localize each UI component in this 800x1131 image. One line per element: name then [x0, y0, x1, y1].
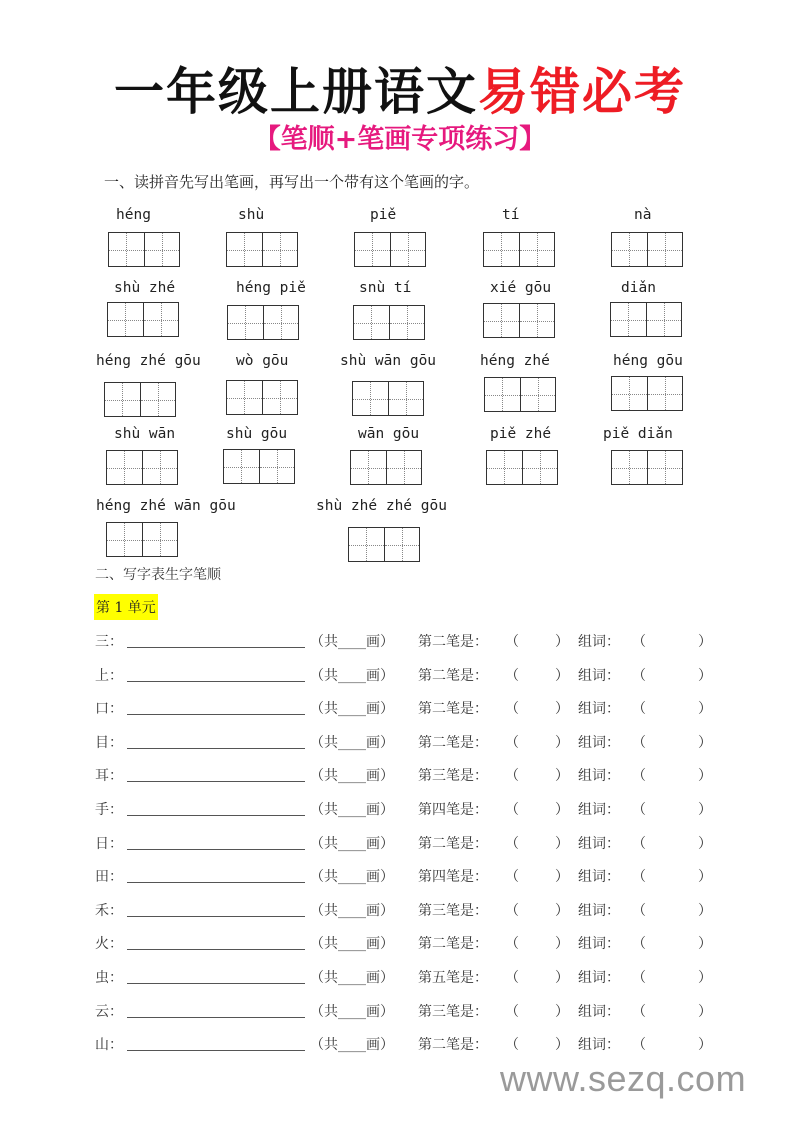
nth-stroke-paren-open[interactable]: （	[505, 869, 519, 886]
stroke-order-answer-line[interactable]	[127, 681, 305, 682]
writing-square[interactable]	[224, 450, 259, 483]
word-paren-open[interactable]: （	[632, 970, 646, 986]
word-label: 组词：	[578, 902, 620, 919]
stroke-order-answer-line[interactable]	[127, 1017, 305, 1018]
character-label: 三：	[95, 634, 123, 650]
stroke-pinyin: shù zhé zhé gōu	[316, 498, 447, 514]
writing-square[interactable]	[520, 378, 556, 411]
nth-stroke-paren-open[interactable]: （	[505, 1003, 519, 1020]
nth-stroke-paren-close: ）	[555, 936, 569, 953]
stroke-count-blank[interactable]: （共____画）	[310, 970, 394, 986]
word-paren-close: ）	[698, 667, 712, 684]
tianzige-writing-box[interactable]	[226, 232, 298, 267]
nth-stroke-paren-open[interactable]: （	[505, 936, 519, 953]
word-label: 组词：	[578, 634, 620, 650]
stroke-pinyin: shù wān gōu	[340, 353, 437, 369]
writing-square[interactable]	[522, 451, 558, 484]
word-paren-close: ）	[698, 1037, 712, 1054]
stroke-count-blank[interactable]: （共____画）	[310, 768, 394, 785]
writing-square[interactable]	[227, 381, 262, 414]
writing-square[interactable]	[611, 303, 646, 336]
stroke-order-answer-line[interactable]	[127, 849, 305, 850]
writing-square[interactable]	[142, 451, 178, 484]
character-label: 上：	[95, 667, 123, 684]
writing-square[interactable]	[351, 451, 386, 484]
stroke-pinyin: wò gōu	[236, 353, 289, 369]
stroke-count-blank[interactable]: （共____画）	[310, 634, 394, 650]
word-paren-close: ）	[698, 768, 712, 785]
writing-square[interactable]	[612, 451, 647, 484]
tianzige-writing-box[interactable]	[352, 381, 424, 416]
word-label: 组词：	[578, 970, 620, 986]
stroke-count-blank[interactable]: （共____画）	[310, 734, 394, 751]
character-label: 田：	[95, 869, 123, 886]
nth-stroke-paren-open[interactable]: （	[505, 768, 519, 785]
stroke-pinyin: wān gōu	[358, 426, 420, 442]
writing-square[interactable]	[389, 306, 425, 339]
nth-stroke-paren-close: ）	[555, 768, 569, 785]
nth-stroke-label: 第二笔是：	[418, 667, 488, 684]
word-paren-close: ）	[698, 701, 712, 718]
character-label: 虫：	[95, 970, 123, 986]
tianzige-writing-box[interactable]	[611, 376, 683, 411]
stroke-pinyin: piě zhé	[490, 426, 552, 442]
nth-stroke-label: 第三笔是：	[418, 768, 488, 785]
tianzige-writing-box[interactable]	[350, 450, 422, 485]
stroke-count-blank[interactable]: （共____画）	[310, 701, 394, 718]
page-subtitle: 【笔顺+笔画专项练习】	[253, 124, 547, 155]
word-label: 组词：	[578, 768, 620, 785]
character-label: 火：	[95, 936, 123, 953]
character-label: 云：	[95, 1003, 123, 1020]
writing-square[interactable]	[354, 306, 389, 339]
tianzige-writing-box[interactable]	[484, 377, 556, 412]
nth-stroke-paren-close: ）	[555, 667, 569, 684]
stroke-pinyin: nà	[634, 207, 652, 223]
nth-stroke-paren-open[interactable]: （	[505, 835, 519, 852]
tianzige-writing-box[interactable]	[106, 522, 178, 557]
stroke-pinyin: shù gōu	[226, 426, 288, 442]
tianzige-writing-box[interactable]	[610, 302, 682, 337]
word-paren-close: ）	[698, 970, 712, 986]
writing-square[interactable]	[647, 451, 683, 484]
character-label: 耳：	[95, 768, 123, 785]
nth-stroke-label: 第四笔是：	[418, 802, 488, 818]
word-paren-close: ）	[698, 936, 712, 953]
writing-square[interactable]	[353, 382, 388, 415]
title-highlight: 易错必考	[478, 63, 686, 121]
nth-stroke-paren-open[interactable]: （	[505, 902, 519, 919]
tianzige-writing-box[interactable]	[348, 527, 420, 562]
tianzige-writing-box[interactable]	[486, 450, 558, 485]
word-paren-close: ）	[698, 835, 712, 852]
writing-square[interactable]	[228, 306, 263, 339]
character-label: 山：	[95, 1037, 123, 1054]
word-label: 组词：	[578, 936, 620, 953]
stroke-order-answer-line[interactable]	[127, 1050, 305, 1051]
stroke-pinyin: diǎn	[621, 280, 656, 296]
word-paren-open[interactable]: （	[632, 768, 646, 785]
word-paren-close: ）	[698, 634, 712, 650]
writing-square[interactable]	[519, 233, 555, 266]
stroke-count-blank[interactable]: （共____画）	[310, 802, 394, 818]
stroke-pinyin: piě	[370, 207, 397, 223]
stroke-count-blank[interactable]: （共____画）	[310, 667, 394, 684]
stroke-pinyin: héng zhé wān gōu	[96, 498, 236, 514]
tianzige-writing-box[interactable]	[107, 302, 179, 337]
tianzige-writing-box[interactable]	[611, 232, 683, 267]
writing-square[interactable]	[647, 233, 683, 266]
nth-stroke-paren-open[interactable]: （	[505, 802, 519, 818]
writing-square[interactable]	[107, 451, 142, 484]
tianzige-writing-box[interactable]	[227, 305, 299, 340]
tianzige-writing-box[interactable]	[483, 303, 555, 338]
nth-stroke-paren-close: ）	[555, 802, 569, 818]
nth-stroke-label: 第四笔是：	[418, 869, 488, 886]
nth-stroke-paren-open[interactable]: （	[505, 1037, 519, 1054]
word-label: 组词：	[578, 734, 620, 751]
word-label: 组词：	[578, 869, 620, 886]
stroke-order-answer-line[interactable]	[127, 983, 305, 984]
nth-stroke-paren-close: ）	[555, 902, 569, 919]
word-paren-close: ）	[698, 902, 712, 919]
word-paren-open[interactable]: （	[632, 667, 646, 684]
writing-square[interactable]	[143, 303, 179, 336]
stroke-pinyin: héng zhé	[480, 353, 550, 369]
writing-square[interactable]	[262, 233, 298, 266]
nth-stroke-label: 第二笔是：	[418, 701, 488, 718]
watermark: www.sezq.com	[500, 1058, 747, 1099]
nth-stroke-paren-close: ）	[555, 1037, 569, 1054]
word-paren-open[interactable]: （	[632, 1003, 646, 1020]
stroke-order-answer-line[interactable]	[127, 647, 305, 648]
nth-stroke-label: 第二笔是：	[418, 1037, 488, 1054]
section2-heading: 二、写字表生字笔顺	[95, 567, 221, 583]
title-main: 一年级上册语文	[114, 63, 478, 121]
stroke-pinyin: héng zhé gōu	[96, 353, 201, 369]
stroke-count-blank[interactable]: （共____画）	[310, 902, 394, 919]
word-paren-close: ）	[698, 869, 712, 886]
nth-stroke-label: 第二笔是：	[418, 936, 488, 953]
word-paren-open[interactable]: （	[632, 936, 646, 953]
tianzige-writing-box[interactable]	[106, 450, 178, 485]
writing-square[interactable]	[647, 377, 683, 410]
stroke-order-answer-line[interactable]	[127, 882, 305, 883]
stroke-count-blank[interactable]: （共____画）	[310, 1003, 394, 1020]
character-label: 口：	[95, 701, 123, 718]
word-paren-close: ）	[698, 1003, 712, 1020]
section1-heading: 一、读拼音先写出笔画，再写出一个带有这个笔画的字。	[104, 173, 480, 191]
word-paren-open[interactable]: （	[632, 902, 646, 919]
tianzige-writing-box[interactable]	[223, 449, 295, 484]
tianzige-writing-box[interactable]	[611, 450, 683, 485]
stroke-order-answer-line[interactable]	[127, 714, 305, 715]
stroke-order-answer-line[interactable]	[127, 748, 305, 749]
writing-square[interactable]	[107, 523, 142, 556]
nth-stroke-paren-open[interactable]: （	[505, 667, 519, 684]
writing-square[interactable]	[646, 303, 682, 336]
nth-stroke-label: 第三笔是：	[418, 1003, 488, 1020]
word-label: 组词：	[578, 802, 620, 818]
tianzige-writing-box[interactable]	[353, 305, 425, 340]
unit-label: 第 1 单元	[94, 594, 158, 620]
tianzige-writing-box[interactable]	[354, 232, 426, 267]
writing-square[interactable]	[259, 450, 295, 483]
stroke-count-blank[interactable]: （共____画）	[310, 869, 394, 886]
nth-stroke-label: 第二笔是：	[418, 734, 488, 751]
stroke-pinyin: shù wān	[114, 426, 176, 442]
stroke-pinyin: shù	[238, 207, 265, 223]
writing-square[interactable]	[384, 528, 420, 561]
stroke-count-blank[interactable]: （共____画）	[310, 835, 394, 852]
stroke-pinyin: snù tí	[359, 280, 412, 296]
writing-square[interactable]	[390, 233, 426, 266]
writing-square[interactable]	[105, 383, 140, 416]
stroke-pinyin: tí	[502, 207, 520, 223]
nth-stroke-paren-close: ）	[555, 1003, 569, 1020]
character-label: 手：	[95, 802, 123, 818]
word-paren-open[interactable]: （	[632, 1037, 646, 1054]
writing-square[interactable]	[349, 528, 384, 561]
word-paren-open[interactable]: （	[632, 701, 646, 718]
nth-stroke-paren-open[interactable]: （	[505, 634, 519, 650]
nth-stroke-label: 第三笔是：	[418, 902, 488, 919]
nth-stroke-paren-close: ）	[555, 734, 569, 751]
nth-stroke-paren-open[interactable]: （	[505, 701, 519, 718]
word-label: 组词：	[578, 835, 620, 852]
writing-square[interactable]	[484, 304, 519, 337]
stroke-order-answer-line[interactable]	[127, 781, 305, 782]
nth-stroke-label: 第二笔是：	[418, 835, 488, 852]
word-label: 组词：	[578, 667, 620, 684]
tianzige-writing-box[interactable]	[104, 382, 176, 417]
nth-stroke-paren-close: ）	[555, 835, 569, 852]
writing-square[interactable]	[262, 381, 298, 414]
nth-stroke-label: 第二笔是：	[418, 634, 488, 650]
writing-square[interactable]	[263, 306, 299, 339]
writing-square[interactable]	[140, 383, 176, 416]
word-paren-open[interactable]: （	[632, 734, 646, 751]
tianzige-writing-box[interactable]	[108, 232, 180, 267]
writing-square[interactable]	[487, 451, 522, 484]
nth-stroke-paren-close: ）	[555, 869, 569, 886]
writing-square[interactable]	[108, 303, 143, 336]
nth-stroke-paren-close: ）	[555, 970, 569, 986]
nth-stroke-paren-open[interactable]: （	[505, 970, 519, 986]
stroke-count-blank[interactable]: （共____画）	[310, 936, 394, 953]
word-label: 组词：	[578, 1003, 620, 1020]
nth-stroke-paren-close: ）	[555, 634, 569, 650]
word-paren-close: ）	[698, 734, 712, 751]
nth-stroke-label: 第五笔是：	[418, 970, 488, 986]
character-label: 目：	[95, 734, 123, 751]
page-title	[0, 60, 800, 124]
writing-square[interactable]	[109, 233, 144, 266]
writing-square[interactable]	[386, 451, 422, 484]
stroke-order-answer-line[interactable]	[127, 815, 305, 816]
nth-stroke-paren-open[interactable]: （	[505, 734, 519, 751]
character-label: 日：	[95, 835, 123, 852]
writing-square[interactable]	[144, 233, 180, 266]
writing-square[interactable]	[485, 378, 520, 411]
tianzige-writing-box[interactable]	[226, 380, 298, 415]
writing-square[interactable]	[519, 304, 555, 337]
word-label: 组词：	[578, 1037, 620, 1054]
word-paren-open[interactable]: （	[632, 835, 646, 852]
writing-square[interactable]	[355, 233, 390, 266]
stroke-pinyin: piě diǎn	[603, 426, 673, 442]
writing-square[interactable]	[612, 233, 647, 266]
word-paren-open[interactable]: （	[632, 802, 646, 818]
writing-square[interactable]	[484, 233, 519, 266]
word-paren-open[interactable]: （	[632, 869, 646, 886]
writing-square[interactable]	[388, 382, 424, 415]
writing-square[interactable]	[612, 377, 647, 410]
word-paren-close: ）	[698, 802, 712, 818]
nth-stroke-paren-close: ）	[555, 701, 569, 718]
word-label: 组词：	[578, 701, 620, 718]
character-label: 禾：	[95, 902, 123, 919]
stroke-pinyin: xié gōu	[490, 280, 552, 296]
stroke-pinyin: héng	[116, 207, 151, 223]
tianzige-writing-box[interactable]	[483, 232, 555, 267]
writing-square[interactable]	[227, 233, 262, 266]
stroke-order-answer-line[interactable]	[127, 916, 305, 917]
stroke-pinyin: héng piě	[236, 280, 306, 296]
word-paren-open[interactable]: （	[632, 634, 646, 650]
writing-square[interactable]	[142, 523, 178, 556]
stroke-count-blank[interactable]: （共____画）	[310, 1037, 394, 1054]
stroke-pinyin: héng gōu	[613, 353, 683, 369]
stroke-pinyin: shù zhé	[114, 280, 176, 296]
stroke-order-answer-line[interactable]	[127, 949, 305, 950]
